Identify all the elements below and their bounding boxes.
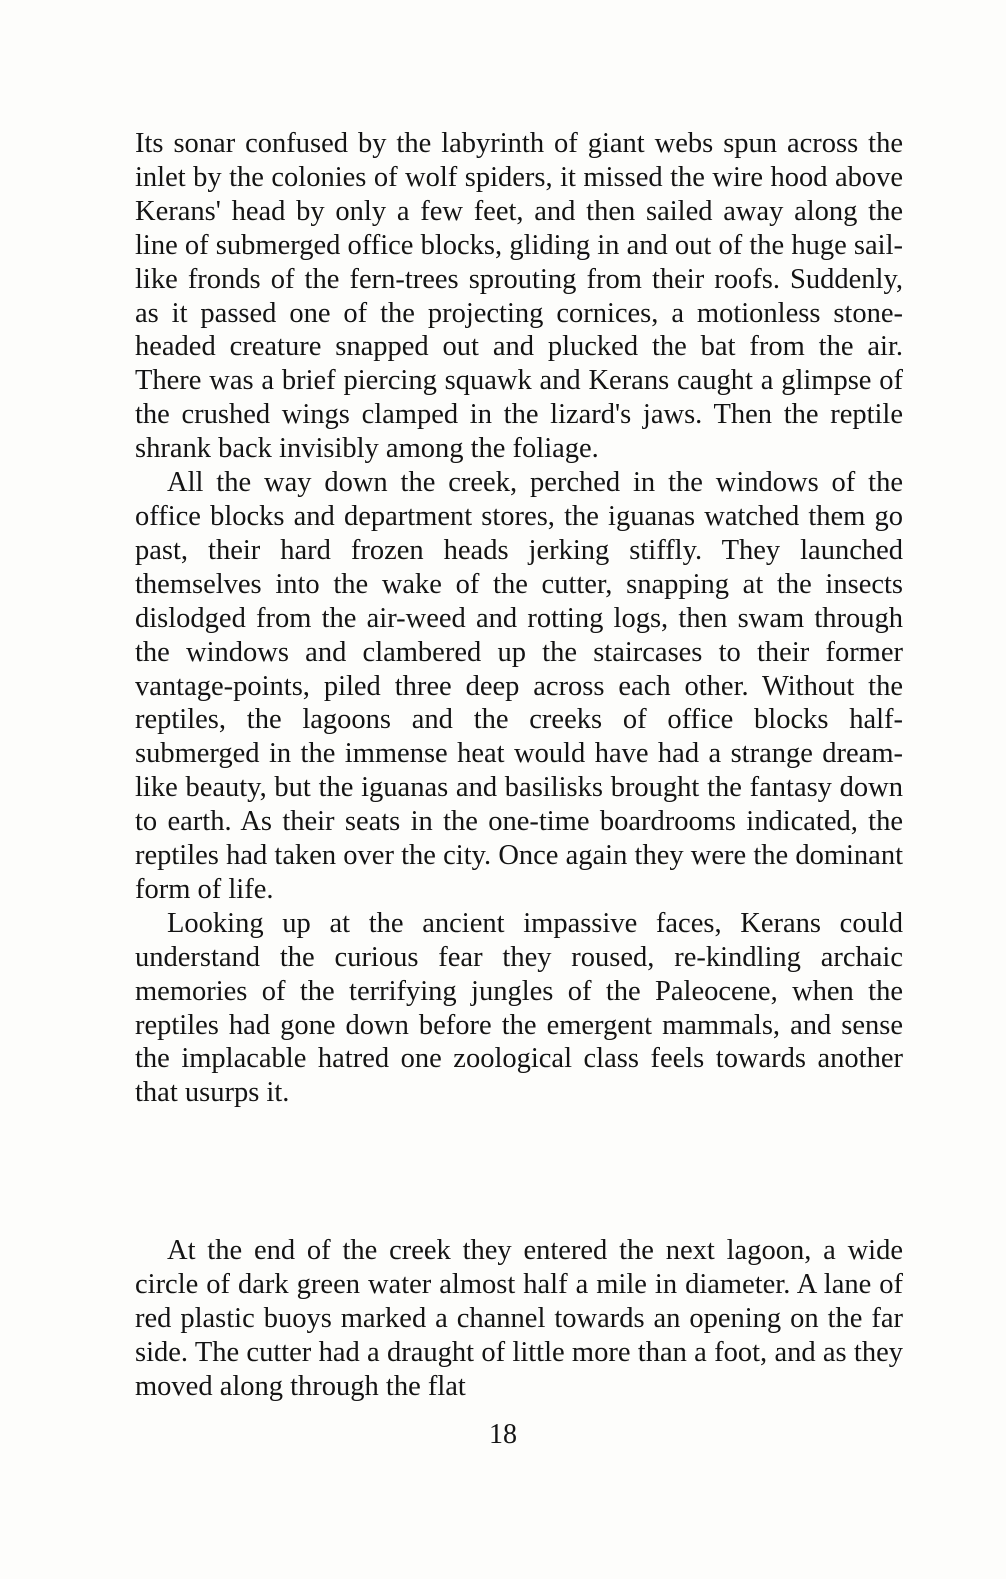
page-number: 18: [489, 1419, 517, 1450]
paragraph-lagoon: At the end of the creek they entered the next lagoon, a wide circle of dark green water almost half a mile in diameter. A lane of red plastic buoys marked a channel towards an opening on the far side. The cutter had a draught of little more than a foot, and as they moved along through the flat: [135, 1235, 903, 1402]
paragraph-ancient-faces: Looking up at the ancient impassive faces, Kerans could understand the curious fear they roused, re-kindling archaic memories of the terrifying jungles of the Paleocene, when the reptiles had gone down before the emergent mammals, and sense the implacable hatred one zoological class feels towards another that usurps it.: [135, 907, 903, 1109]
paragraph-bat: Its sonar confused by the labyrinth of giant webs spun across the inlet by the colonies of wolf spiders, it missed the wire hood above Kerans' head by only a few feet, and then sailed away along the line of submerged office blocks, gliding in and out of the huge sail-like fronds of the fern-trees sprouting from their roofs. Suddenly, as it passed one of the projecting cornices, a motionless stone-headed creature snapped out and plucked the bat from the air. There was a brief piercing squawk and Kerans caught a glimpse of the crushed wings clamped in the lizard's jaws. Then the reptile shrank back invisibly among the foliage.: [135, 128, 903, 465]
body-text: [135, 127, 903, 1110]
section-text: [135, 1234, 903, 1404]
paragraph-iguanas: All the way down the creek, perched in the windows of the office blocks and department stores, the iguanas watched them go past, their hard frozen heads jerking stiffly. They launched themselves into the wake of the cutter, snapping at the insects dislodged from the air-weed and rotting logs, then swam through the windows and clambered up the staircases to their former vantage-points, piled three deep across each other. Without the reptiles, the lagoons and the creeks of office blocks half-submerged in the immense heat would have had a strange dream-like beauty, but the iguanas and basilisks brought the fantasy down to earth. As their seats in the one-time boardrooms indicated, the reptiles had taken over the city. Once again they were the dominant form of life.: [135, 467, 903, 905]
